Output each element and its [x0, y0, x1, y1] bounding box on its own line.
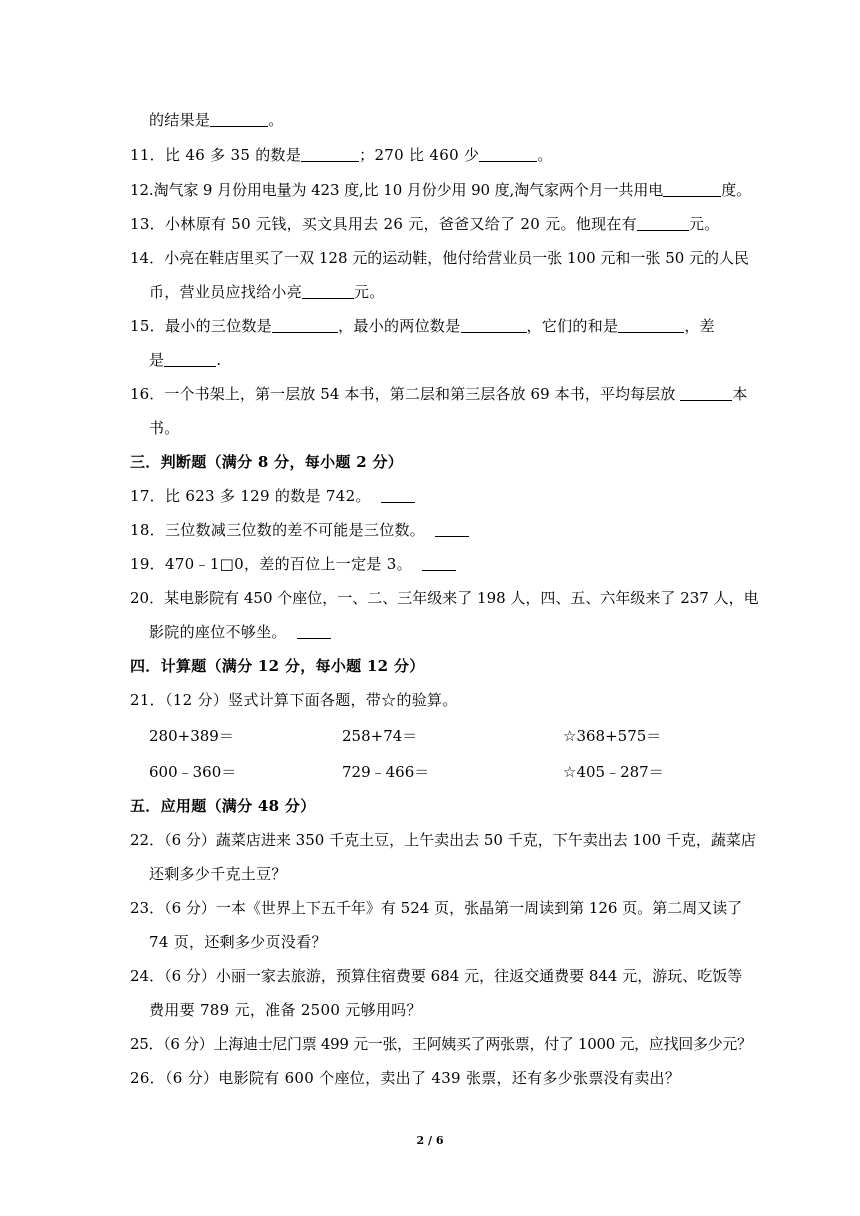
answer-blank [435, 522, 469, 537]
question-18: 18．三位数减三位数的差不可能是三位数。 [130, 520, 469, 540]
question-24-line2: 费用要 789 元，准备 2500 元够用吗？ [149, 1001, 422, 1019]
answer-blank [461, 318, 527, 333]
answer-blank [301, 147, 359, 162]
q10-continuation: 的结果是 。 [149, 111, 284, 129]
answer-blank [663, 182, 721, 197]
answer-blank [422, 556, 456, 571]
section-4-heading: 四．计算题（满分 12 分，每小题 12 分） [130, 657, 425, 675]
question-19: 19．470﹣1□0，差的百位上一定是 3。 [130, 554, 456, 574]
question-16: 16．一个书架上，第一层放 54 本书，第二层和第三层各放 69 本书，平均每层放 本 [130, 385, 748, 403]
question-23-line2: 74 页，还剩多少页没看？ [149, 933, 327, 951]
question-13: 13．小林原有 50 元钱，买文具用去 26 元，爸爸又给了 20 元。他现在有 元。 [130, 215, 720, 233]
calc-item: 729﹣466＝ [342, 763, 430, 781]
question-23: 23．（6 分）一本《世界上下五千年》有 524 页，张晶第一周读到第 126 页。第二周又读了 [130, 899, 743, 917]
question-22-line2: 还剩多少千克土豆？ [149, 865, 287, 883]
question-26: 26．（6 分）电影院有 600 个座位，卖出了 439 张票，还有多少张票没有卖出？ [130, 1069, 681, 1087]
question-15: 15．最小的三位数是 ，最小的两位数是 ，它们的和是 ，差 [130, 317, 715, 335]
question-24: 24．（6 分）小丽一家去旅游，预算住宿费要 684 元，往返交通费要 844 元，游玩、吃饭等 [130, 967, 743, 985]
question-14-line2: 币，营业员应找给小亮 元。 [149, 283, 385, 301]
answer-blank [302, 284, 354, 299]
answer-blank [164, 352, 216, 367]
calc-item: ☆405﹣287＝ [563, 763, 664, 781]
question-15-line2: 是 . [149, 351, 222, 369]
section-5-heading: 五．应用题（满分 48 分） [130, 797, 316, 815]
question-17: 17．比 623 多 129 的数是 742。 [130, 486, 415, 506]
question-20-line2: 影院的座位不够坐。 [149, 622, 331, 642]
calc-item: 600﹣360＝ [149, 763, 237, 781]
section-3-heading: 三．判断题（满分 8 分，每小题 2 分） [130, 453, 404, 471]
answer-blank [210, 112, 268, 127]
question-16-line2: 书。 [149, 419, 180, 437]
question-14: 14．小亮在鞋店里买了一双 128 元的运动鞋，他付给营业员一张 100 元和一张 50 元的人民 [130, 249, 750, 267]
answer-blank [680, 386, 732, 401]
question-22: 22．（6 分）蔬菜店进来 350 千克土豆，上午卖出去 50 千克，下午卖出去 100 千克，蔬菜店 [130, 831, 756, 849]
calc-item: ☆368+575＝ [563, 727, 662, 745]
answer-blank [637, 216, 689, 231]
answer-blank [618, 318, 684, 333]
question-25: 25．（6 分）上海迪士尼门票 499 元一张，王阿姨买了两张票，付了 1000 元，应找回多少元？ [130, 1035, 752, 1053]
question-21: 21．（12 分）竖式计算下面各题，带☆的验算。 [130, 691, 458, 709]
question-20: 20．某电影院有 450 个座位，一、二、三年级来了 198 人，四、五、六年级来了 237 人，电 [130, 589, 759, 607]
answer-blank [297, 624, 331, 639]
calc-item: 258+74＝ [342, 727, 418, 745]
answer-blank [381, 488, 415, 503]
answer-blank [272, 318, 338, 333]
question-11: 11．比 46 多 35 的数是 ；270 比 460 少 。 [130, 146, 553, 164]
calc-item: 280+389＝ [149, 727, 234, 745]
question-12: 12.淘气家 9 月份用电量为 423 度,比 10 月份少用 90 度,淘气家两个月一共用电 度。 [130, 181, 752, 199]
answer-blank [479, 147, 537, 162]
page-number: 2 / 6 [416, 1134, 444, 1147]
